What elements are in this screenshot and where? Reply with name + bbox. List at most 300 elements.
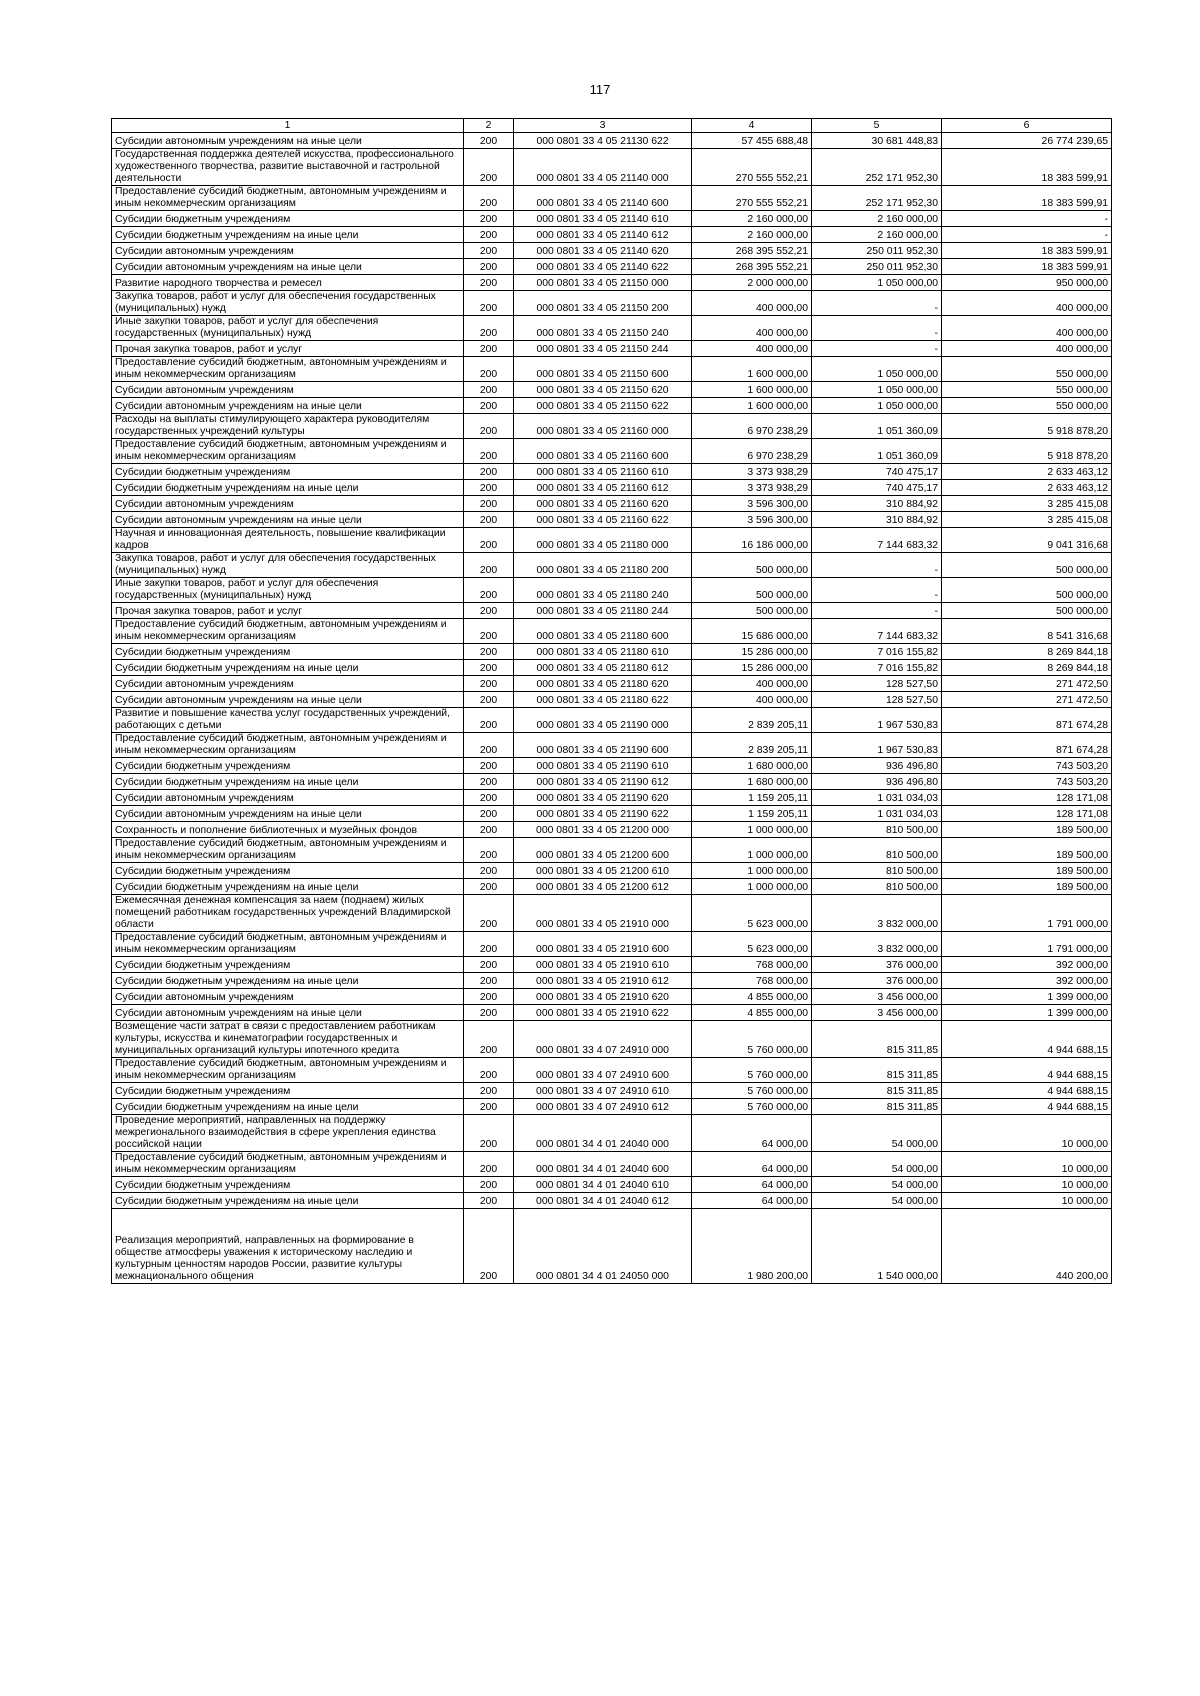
row-value-4: 6 970 238,29 bbox=[692, 439, 812, 464]
row-value-4: 1 000 000,00 bbox=[692, 822, 812, 838]
row-column-2: 200 bbox=[464, 1177, 514, 1193]
row-name: Субсидии автономным учреждениям на иные цели bbox=[112, 512, 464, 528]
row-name: Предоставление субсидий бюджетным, автономным учреждениям и иным некоммерческим организациям bbox=[112, 439, 464, 464]
table-row bbox=[112, 133, 1112, 149]
row-code: 000 0801 33 4 05 21140 612 bbox=[514, 227, 692, 243]
row-value-5: 810 500,00 bbox=[812, 822, 942, 838]
row-value-4: 4 855 000,00 bbox=[692, 989, 812, 1005]
row-column-2: 200 bbox=[464, 660, 514, 676]
col-header-2: 2 bbox=[464, 119, 514, 133]
row-value-5: 2 160 000,00 bbox=[812, 227, 942, 243]
row-value-4: 5 760 000,00 bbox=[692, 1058, 812, 1083]
row-value-5: 815 311,85 bbox=[812, 1058, 942, 1083]
row-column-2: 200 bbox=[464, 806, 514, 822]
row-value-5: 815 311,85 bbox=[812, 1099, 942, 1115]
table-row bbox=[112, 149, 1112, 186]
row-value-6: 871 674,28 bbox=[942, 708, 1112, 733]
row-value-4: 500 000,00 bbox=[692, 578, 812, 603]
row-value-5: 810 500,00 bbox=[812, 838, 942, 863]
row-value-4: 5 623 000,00 bbox=[692, 895, 812, 932]
row-column-2: 200 bbox=[464, 676, 514, 692]
table-row bbox=[112, 382, 1112, 398]
row-value-6: 400 000,00 bbox=[942, 316, 1112, 341]
row-value-5: 3 832 000,00 bbox=[812, 932, 942, 957]
row-code: 000 0801 33 4 05 21160 622 bbox=[514, 512, 692, 528]
row-code: 000 0801 34 4 01 24040 000 bbox=[514, 1115, 692, 1152]
row-value-5: 1 051 360,09 bbox=[812, 439, 942, 464]
row-value-4: 5 760 000,00 bbox=[692, 1021, 812, 1058]
row-value-4: 400 000,00 bbox=[692, 341, 812, 357]
row-value-5: 7 144 683,32 bbox=[812, 528, 942, 553]
table-row bbox=[112, 398, 1112, 414]
row-value-4: 2 000 000,00 bbox=[692, 275, 812, 291]
col-header-4: 4 bbox=[692, 119, 812, 133]
header-row bbox=[112, 119, 1112, 133]
row-code: 000 0801 33 4 05 21150 000 bbox=[514, 275, 692, 291]
row-name: Субсидии бюджетным учреждениям bbox=[112, 1083, 464, 1099]
row-code: 000 0801 33 4 05 21150 620 bbox=[514, 382, 692, 398]
row-value-6: 4 944 688,15 bbox=[942, 1021, 1112, 1058]
table-row bbox=[112, 863, 1112, 879]
row-value-5: 7 144 683,32 bbox=[812, 619, 942, 644]
row-name: Предоставление субсидий бюджетным, автономным учреждениям и иным некоммерческим организациям bbox=[112, 619, 464, 644]
table-row bbox=[112, 186, 1112, 211]
row-code: 000 0801 34 4 01 24040 612 bbox=[514, 1193, 692, 1209]
table-row bbox=[112, 895, 1112, 932]
row-code: 000 0801 33 4 05 21910 600 bbox=[514, 932, 692, 957]
row-name: Проведение мероприятий, направленных на поддержку межрегионального взаимодействия в сфере укрепления единства российской нации bbox=[112, 1115, 464, 1152]
row-value-5: 740 475,17 bbox=[812, 464, 942, 480]
row-value-5: 30 681 448,83 bbox=[812, 133, 942, 149]
row-name: Предоставление субсидий бюджетным, автономным учреждениям и иным некоммерческим организациям bbox=[112, 932, 464, 957]
table-row bbox=[112, 512, 1112, 528]
row-value-5: 3 832 000,00 bbox=[812, 895, 942, 932]
table-row bbox=[112, 733, 1112, 758]
table-row bbox=[112, 578, 1112, 603]
table-row bbox=[112, 1058, 1112, 1083]
row-value-5: 376 000,00 bbox=[812, 957, 942, 973]
row-value-6: 440 200,00 bbox=[942, 1209, 1112, 1284]
row-name: Предоставление субсидий бюджетным, автономным учреждениям и иным некоммерческим организациям bbox=[112, 1152, 464, 1177]
row-name: Субсидии автономным учреждениям bbox=[112, 496, 464, 512]
row-value-5: 54 000,00 bbox=[812, 1115, 942, 1152]
row-name: Субсидии автономным учреждениям на иные цели bbox=[112, 692, 464, 708]
row-value-6: 400 000,00 bbox=[942, 291, 1112, 316]
row-value-6: 392 000,00 bbox=[942, 957, 1112, 973]
row-code: 000 0801 33 4 05 21910 622 bbox=[514, 1005, 692, 1021]
row-value-4: 3 596 300,00 bbox=[692, 496, 812, 512]
row-value-4: 1 980 200,00 bbox=[692, 1209, 812, 1284]
row-code: 000 0801 33 4 05 21200 612 bbox=[514, 879, 692, 895]
row-value-5: 7 016 155,82 bbox=[812, 660, 942, 676]
row-code: 000 0801 33 4 05 21180 200 bbox=[514, 553, 692, 578]
row-value-6: 10 000,00 bbox=[942, 1177, 1112, 1193]
col-header-6: 6 bbox=[942, 119, 1112, 133]
row-value-5: 1 540 000,00 bbox=[812, 1209, 942, 1284]
row-code: 000 0801 33 4 05 21910 000 bbox=[514, 895, 692, 932]
row-name: Ежемесячная денежная компенсация за наем (поднаем) жилых помещений работникам государственных учреждений Владимирской области bbox=[112, 895, 464, 932]
row-value-6: 3 285 415,08 bbox=[942, 496, 1112, 512]
row-value-5: 128 527,50 bbox=[812, 692, 942, 708]
row-name: Субсидии автономным учреждениям bbox=[112, 382, 464, 398]
row-value-4: 268 395 552,21 bbox=[692, 243, 812, 259]
row-name: Субсидии автономным учреждениям bbox=[112, 243, 464, 259]
table-row bbox=[112, 1115, 1112, 1152]
table-row bbox=[112, 480, 1112, 496]
table-row bbox=[112, 528, 1112, 553]
row-value-4: 1 600 000,00 bbox=[692, 357, 812, 382]
table-row bbox=[112, 692, 1112, 708]
row-value-5: 1 050 000,00 bbox=[812, 357, 942, 382]
row-column-2: 200 bbox=[464, 1083, 514, 1099]
table-row bbox=[112, 439, 1112, 464]
row-name: Субсидии бюджетным учреждениям bbox=[112, 957, 464, 973]
row-value-4: 5 760 000,00 bbox=[692, 1083, 812, 1099]
row-value-4: 1 600 000,00 bbox=[692, 382, 812, 398]
row-value-4: 1 000 000,00 bbox=[692, 879, 812, 895]
row-value-4: 2 839 205,11 bbox=[692, 733, 812, 758]
table-row bbox=[112, 989, 1112, 1005]
row-column-2: 200 bbox=[464, 464, 514, 480]
row-value-4: 5 760 000,00 bbox=[692, 1099, 812, 1115]
row-value-5: 1 051 360,09 bbox=[812, 414, 942, 439]
row-value-6: 271 472,50 bbox=[942, 692, 1112, 708]
row-code: 000 0801 33 4 05 21140 620 bbox=[514, 243, 692, 259]
row-value-6: - bbox=[942, 227, 1112, 243]
row-column-2: 200 bbox=[464, 758, 514, 774]
row-name: Предоставление субсидий бюджетным, автономным учреждениям и иным некоммерческим организациям bbox=[112, 186, 464, 211]
row-column-2: 200 bbox=[464, 863, 514, 879]
row-value-4: 1 680 000,00 bbox=[692, 774, 812, 790]
row-name: Расходы на выплаты стимулирующего характера руководителям государственных учреждений культуры bbox=[112, 414, 464, 439]
row-value-5: 252 171 952,30 bbox=[812, 149, 942, 186]
row-column-2: 200 bbox=[464, 480, 514, 496]
col-header-5: 5 bbox=[812, 119, 942, 133]
row-code: 000 0801 33 4 05 21190 000 bbox=[514, 708, 692, 733]
row-value-5: 54 000,00 bbox=[812, 1152, 942, 1177]
row-value-5: 376 000,00 bbox=[812, 973, 942, 989]
row-value-4: 268 395 552,21 bbox=[692, 259, 812, 275]
row-code: 000 0801 33 4 07 24910 610 bbox=[514, 1083, 692, 1099]
row-column-2: 200 bbox=[464, 989, 514, 1005]
row-value-6: 500 000,00 bbox=[942, 578, 1112, 603]
row-value-4: 1 000 000,00 bbox=[692, 838, 812, 863]
row-value-5: - bbox=[812, 578, 942, 603]
row-value-6: 10 000,00 bbox=[942, 1152, 1112, 1177]
row-value-4: 57 455 688,48 bbox=[692, 133, 812, 149]
row-code: 000 0801 33 4 05 21190 622 bbox=[514, 806, 692, 822]
row-value-6: 8 269 844,18 bbox=[942, 660, 1112, 676]
row-value-5: 54 000,00 bbox=[812, 1193, 942, 1209]
row-column-2: 200 bbox=[464, 1152, 514, 1177]
row-value-5: - bbox=[812, 291, 942, 316]
row-code: 000 0801 34 4 01 24040 610 bbox=[514, 1177, 692, 1193]
row-value-4: 5 623 000,00 bbox=[692, 932, 812, 957]
row-value-6: 18 383 599,91 bbox=[942, 259, 1112, 275]
row-code: 000 0801 33 4 05 21160 600 bbox=[514, 439, 692, 464]
row-name: Реализация мероприятий, направленных на формирование в обществе атмосферы уважения к историческому наследию и культурным ценностям народов России, развитие культуры межнационального общения bbox=[112, 1209, 464, 1284]
row-name: Субсидии бюджетным учреждениям на иные цели bbox=[112, 879, 464, 895]
table-row bbox=[112, 603, 1112, 619]
row-value-6: 189 500,00 bbox=[942, 863, 1112, 879]
row-column-2: 200 bbox=[464, 291, 514, 316]
row-value-5: 310 884,92 bbox=[812, 512, 942, 528]
row-name: Иные закупки товаров, работ и услуг для обеспечения государственных (муниципальных) нужд bbox=[112, 316, 464, 341]
table-row bbox=[112, 275, 1112, 291]
row-name: Субсидии бюджетным учреждениям на иные цели bbox=[112, 480, 464, 496]
row-value-4: 500 000,00 bbox=[692, 603, 812, 619]
row-value-5: 740 475,17 bbox=[812, 480, 942, 496]
row-value-6: 1 399 000,00 bbox=[942, 989, 1112, 1005]
row-column-2: 200 bbox=[464, 603, 514, 619]
row-column-2: 200 bbox=[464, 496, 514, 512]
row-column-2: 200 bbox=[464, 879, 514, 895]
row-value-6: 189 500,00 bbox=[942, 822, 1112, 838]
row-name: Субсидии бюджетным учреждениям на иные цели bbox=[112, 660, 464, 676]
row-code: 000 0801 33 4 05 21180 000 bbox=[514, 528, 692, 553]
row-column-2: 200 bbox=[464, 619, 514, 644]
row-value-5: 936 496,80 bbox=[812, 758, 942, 774]
row-value-5: - bbox=[812, 316, 942, 341]
row-value-5: - bbox=[812, 553, 942, 578]
row-column-2: 200 bbox=[464, 895, 514, 932]
row-name: Субсидии бюджетным учреждениям на иные цели bbox=[112, 774, 464, 790]
row-name: Субсидии автономным учреждениям на иные цели bbox=[112, 133, 464, 149]
row-code: 000 0801 33 4 05 21160 612 bbox=[514, 480, 692, 496]
row-column-2: 200 bbox=[464, 186, 514, 211]
table-row bbox=[112, 790, 1112, 806]
row-code: 000 0801 33 4 05 21160 620 bbox=[514, 496, 692, 512]
row-value-6: 550 000,00 bbox=[942, 357, 1112, 382]
row-column-2: 200 bbox=[464, 790, 514, 806]
row-value-6: 10 000,00 bbox=[942, 1115, 1112, 1152]
row-name: Закупка товаров, работ и услуг для обеспечения государственных (муниципальных) нужд bbox=[112, 553, 464, 578]
row-value-4: 64 000,00 bbox=[692, 1115, 812, 1152]
row-column-2: 200 bbox=[464, 838, 514, 863]
table-row bbox=[112, 553, 1112, 578]
row-value-4: 768 000,00 bbox=[692, 973, 812, 989]
row-name: Субсидии бюджетным учреждениям bbox=[112, 644, 464, 660]
row-value-5: - bbox=[812, 603, 942, 619]
row-value-6: 392 000,00 bbox=[942, 973, 1112, 989]
table-row bbox=[112, 1005, 1112, 1021]
row-column-2: 200 bbox=[464, 733, 514, 758]
row-value-4: 64 000,00 bbox=[692, 1177, 812, 1193]
table-row bbox=[112, 1193, 1112, 1209]
row-column-2: 200 bbox=[464, 644, 514, 660]
row-value-4: 270 555 552,21 bbox=[692, 186, 812, 211]
row-value-4: 3 596 300,00 bbox=[692, 512, 812, 528]
row-column-2: 200 bbox=[464, 275, 514, 291]
table-row bbox=[112, 227, 1112, 243]
row-column-2: 200 bbox=[464, 414, 514, 439]
row-value-5: 815 311,85 bbox=[812, 1083, 942, 1099]
row-name: Субсидии бюджетным учреждениям bbox=[112, 758, 464, 774]
row-value-4: 6 970 238,29 bbox=[692, 414, 812, 439]
row-code: 000 0801 33 4 05 21190 600 bbox=[514, 733, 692, 758]
row-value-5: 810 500,00 bbox=[812, 879, 942, 895]
row-value-4: 15 686 000,00 bbox=[692, 619, 812, 644]
row-code: 000 0801 33 4 05 21180 610 bbox=[514, 644, 692, 660]
row-column-2: 200 bbox=[464, 357, 514, 382]
table-row bbox=[112, 619, 1112, 644]
row-value-4: 400 000,00 bbox=[692, 676, 812, 692]
row-column-2: 200 bbox=[464, 1115, 514, 1152]
table-row bbox=[112, 316, 1112, 341]
row-code: 000 0801 33 4 05 21200 000 bbox=[514, 822, 692, 838]
row-column-2: 200 bbox=[464, 932, 514, 957]
row-column-2: 200 bbox=[464, 973, 514, 989]
row-value-6: 1 791 000,00 bbox=[942, 895, 1112, 932]
row-value-4: 1 600 000,00 bbox=[692, 398, 812, 414]
row-code: 000 0801 33 4 05 21150 244 bbox=[514, 341, 692, 357]
table-row bbox=[112, 644, 1112, 660]
table-row bbox=[112, 660, 1112, 676]
row-code: 000 0801 33 4 05 21190 612 bbox=[514, 774, 692, 790]
row-value-6: 5 918 878,20 bbox=[942, 414, 1112, 439]
row-value-6: 4 944 688,15 bbox=[942, 1083, 1112, 1099]
row-code: 000 0801 33 4 05 21150 622 bbox=[514, 398, 692, 414]
row-name: Научная и инновационная деятельность, повышение квалификации кадров bbox=[112, 528, 464, 553]
table-row bbox=[112, 758, 1112, 774]
row-name: Предоставление субсидий бюджетным, автономным учреждениям и иным некоммерческим организациям bbox=[112, 357, 464, 382]
row-name: Субсидии автономным учреждениям на иные цели bbox=[112, 1005, 464, 1021]
row-name: Прочая закупка товаров, работ и услуг bbox=[112, 603, 464, 619]
row-value-5: 7 016 155,82 bbox=[812, 644, 942, 660]
row-value-4: 2 160 000,00 bbox=[692, 227, 812, 243]
row-value-6: 189 500,00 bbox=[942, 838, 1112, 863]
row-value-6: 743 503,20 bbox=[942, 758, 1112, 774]
row-value-6: 10 000,00 bbox=[942, 1193, 1112, 1209]
row-code: 000 0801 34 4 01 24040 600 bbox=[514, 1152, 692, 1177]
row-name: Субсидии автономным учреждениям на иные цели bbox=[112, 398, 464, 414]
row-name: Субсидии автономным учреждениям на иные цели bbox=[112, 259, 464, 275]
row-column-2: 200 bbox=[464, 1021, 514, 1058]
table-row bbox=[112, 496, 1112, 512]
row-value-6: 550 000,00 bbox=[942, 382, 1112, 398]
budget-table bbox=[111, 118, 1112, 1284]
row-value-5: 2 160 000,00 bbox=[812, 211, 942, 227]
row-value-5: 1 967 530,83 bbox=[812, 733, 942, 758]
row-value-4: 64 000,00 bbox=[692, 1193, 812, 1209]
table-row bbox=[112, 973, 1112, 989]
row-value-4: 270 555 552,21 bbox=[692, 149, 812, 186]
row-value-6: 743 503,20 bbox=[942, 774, 1112, 790]
row-name: Закупка товаров, работ и услуг для обеспечения государственных (муниципальных) нужд bbox=[112, 291, 464, 316]
row-value-4: 64 000,00 bbox=[692, 1152, 812, 1177]
table-row bbox=[112, 822, 1112, 838]
table-row bbox=[112, 1083, 1112, 1099]
row-code: 000 0801 33 4 05 21160 610 bbox=[514, 464, 692, 480]
row-value-5: 250 011 952,30 bbox=[812, 259, 942, 275]
row-value-4: 2 839 205,11 bbox=[692, 708, 812, 733]
table-row bbox=[112, 414, 1112, 439]
row-value-6: 400 000,00 bbox=[942, 341, 1112, 357]
row-value-4: 400 000,00 bbox=[692, 291, 812, 316]
table-row bbox=[112, 1177, 1112, 1193]
row-value-6: 4 944 688,15 bbox=[942, 1058, 1112, 1083]
table-row bbox=[112, 1021, 1112, 1058]
row-code: 000 0801 33 4 05 21150 240 bbox=[514, 316, 692, 341]
row-name: Сохранность и пополнение библиотечных и музейных фондов bbox=[112, 822, 464, 838]
row-value-6: 1 399 000,00 bbox=[942, 1005, 1112, 1021]
row-value-5: 128 527,50 bbox=[812, 676, 942, 692]
row-column-2: 200 bbox=[464, 1209, 514, 1284]
row-value-6: 128 171,08 bbox=[942, 806, 1112, 822]
row-value-6: 18 383 599,91 bbox=[942, 186, 1112, 211]
row-column-2: 200 bbox=[464, 512, 514, 528]
row-value-4: 1 000 000,00 bbox=[692, 863, 812, 879]
row-column-2: 200 bbox=[464, 692, 514, 708]
row-code: 000 0801 33 4 05 21190 620 bbox=[514, 790, 692, 806]
row-code: 000 0801 33 4 05 21150 600 bbox=[514, 357, 692, 382]
row-column-2: 200 bbox=[464, 382, 514, 398]
row-value-5: 810 500,00 bbox=[812, 863, 942, 879]
row-column-2: 200 bbox=[464, 133, 514, 149]
row-name: Субсидии бюджетным учреждениям на иные цели bbox=[112, 1193, 464, 1209]
row-value-5: 1 967 530,83 bbox=[812, 708, 942, 733]
row-value-6: 18 383 599,91 bbox=[942, 149, 1112, 186]
table-row bbox=[112, 806, 1112, 822]
row-column-2: 200 bbox=[464, 439, 514, 464]
table-row bbox=[112, 774, 1112, 790]
page-number: 117 bbox=[589, 82, 611, 97]
row-value-4: 3 373 938,29 bbox=[692, 464, 812, 480]
row-value-4: 1 159 205,11 bbox=[692, 806, 812, 822]
row-value-5: 3 456 000,00 bbox=[812, 989, 942, 1005]
table-row bbox=[112, 341, 1112, 357]
row-code: 000 0801 33 4 05 21180 612 bbox=[514, 660, 692, 676]
row-name: Субсидии автономным учреждениям на иные цели bbox=[112, 806, 464, 822]
table-row bbox=[112, 932, 1112, 957]
table-row bbox=[112, 879, 1112, 895]
row-value-6: 500 000,00 bbox=[942, 603, 1112, 619]
table-row bbox=[112, 464, 1112, 480]
row-name: Субсидии автономным учреждениям bbox=[112, 790, 464, 806]
table-row bbox=[112, 243, 1112, 259]
row-value-6: - bbox=[942, 211, 1112, 227]
row-code: 000 0801 33 4 05 21180 600 bbox=[514, 619, 692, 644]
row-value-6: 871 674,28 bbox=[942, 733, 1112, 758]
row-column-2: 200 bbox=[464, 1099, 514, 1115]
row-code: 000 0801 33 4 05 21910 610 bbox=[514, 957, 692, 973]
row-value-4: 2 160 000,00 bbox=[692, 211, 812, 227]
table-row bbox=[112, 838, 1112, 863]
row-value-6: 950 000,00 bbox=[942, 275, 1112, 291]
row-value-4: 15 286 000,00 bbox=[692, 660, 812, 676]
row-code: 000 0801 33 4 05 21910 612 bbox=[514, 973, 692, 989]
table-row bbox=[112, 211, 1112, 227]
row-column-2: 200 bbox=[464, 227, 514, 243]
row-column-2: 200 bbox=[464, 822, 514, 838]
row-code: 000 0801 33 4 05 21910 620 bbox=[514, 989, 692, 1005]
row-code: 000 0801 33 4 05 21140 600 bbox=[514, 186, 692, 211]
row-column-2: 200 bbox=[464, 341, 514, 357]
table-row bbox=[112, 357, 1112, 382]
row-value-5: 936 496,80 bbox=[812, 774, 942, 790]
row-column-2: 200 bbox=[464, 708, 514, 733]
table-row bbox=[112, 676, 1112, 692]
row-name: Субсидии бюджетным учреждениям на иные цели bbox=[112, 973, 464, 989]
row-code: 000 0801 33 4 05 21180 622 bbox=[514, 692, 692, 708]
row-value-6: 550 000,00 bbox=[942, 398, 1112, 414]
row-name: Развитие народного творчества и ремесел bbox=[112, 275, 464, 291]
col-header-1: 1 bbox=[112, 119, 464, 133]
row-name: Субсидии бюджетным учреждениям на иные цели bbox=[112, 227, 464, 243]
row-code: 000 0801 34 4 01 24050 000 bbox=[514, 1209, 692, 1284]
row-name: Субсидии бюджетным учреждениям bbox=[112, 464, 464, 480]
row-value-5: 250 011 952,30 bbox=[812, 243, 942, 259]
